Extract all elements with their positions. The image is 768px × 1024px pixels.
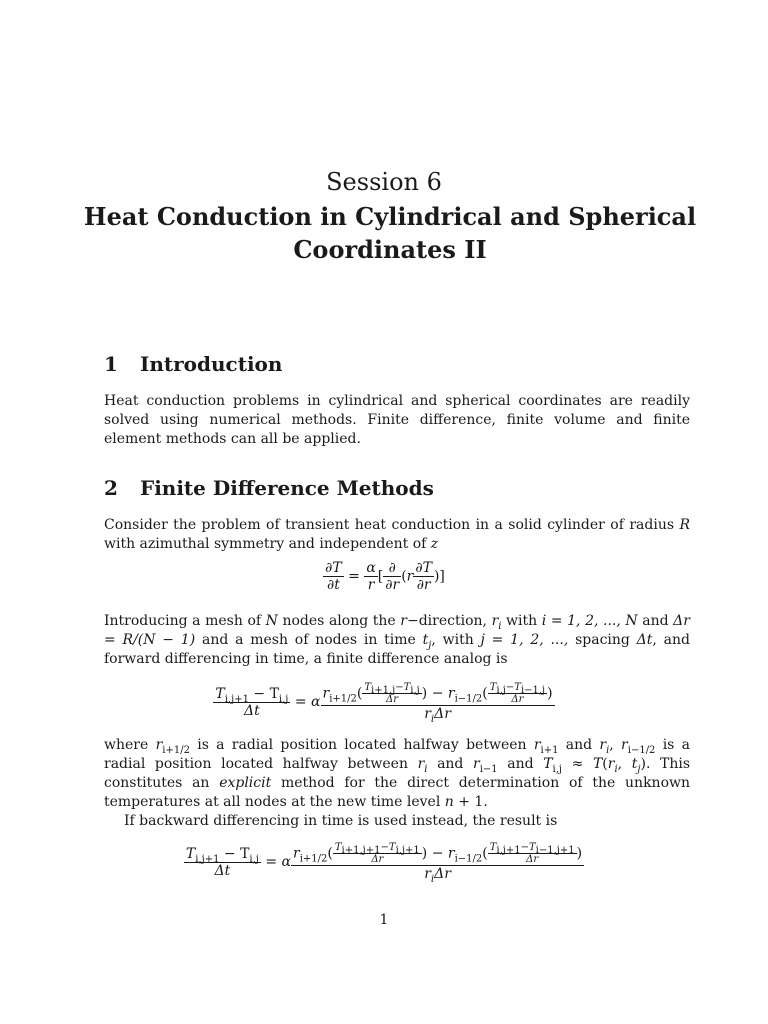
fd-intro-text: Consider the problem of transient heat conduction in a solid cylinder of radius R with azimuthal symmetry and independent of z	[104, 517, 690, 552]
where-paragraph	[104, 736, 690, 831]
section-number: 2	[104, 476, 118, 500]
mesh-paragraph	[104, 612, 690, 669]
section-heading-finite-difference	[104, 476, 434, 500]
pde-equation: $\frac{\partial T}{\partial t}$ = $\frac{\alpha}{r}$ [ $\frac{\partial}{\partial r}$ (r $\frac{\partial T}{\partial r}$ )]	[325, 560, 445, 593]
where-text: where $r_{i+1/2}$ is a radial position located halfway between $r_{i+1}$ and $r_i$, $r_{i-1/2}$ is a radial position located halfway between $r_i$ and $r_{i-1}$ and $T_{i,j} \approx T(r_i$, $t_j$). This constitutes an explicit method for the direct determination of the unknown temperatures at all nodes at the new time level n + 1.	[104, 737, 691, 810]
document-title: Heat Conduction in Cylindrical and Spherical Coordinates II	[83, 202, 697, 264]
section-heading-introduction	[104, 352, 282, 376]
introduction-paragraph	[104, 392, 690, 449]
explicit-fd-equation: $\frac{T_{i,j+1} - T_{i,j}}{\Delta t}$ = α $r_{i+1/2}$( $\frac{T_{i+1,j}-T_{i,j}}{\Delta r}$ ) − $r_{i-1/2}$( $\frac{T_{i,j}-T_{i-1,j}}{\Delta r}$ ) $r_i\Delta r$	[215, 682, 553, 725]
section-title: Introduction	[140, 352, 283, 376]
mesh-text: Introducing a mesh of N nodes along the r−direction, $r_i$ with i = 1, 2, ..., N and Δr = R/(N − 1) and a mesh of nodes in time $t_j$, with j = 1, 2, ..., spacing Δt, and forward differencing in time, a finite difference analog is	[104, 613, 690, 667]
fd-intro-paragraph	[104, 516, 690, 554]
section-number: 1	[104, 352, 118, 376]
introduction-text: Heat conduction problems in cylindrical and spherical coordinates are readily solved using numerical methods. Finite difference, finite volume and finite element methods can all be applied.	[104, 393, 690, 447]
implicit-fd-equation: $\frac{T_{i,j+1} - T_{i,j}}{\Delta t}$ = α $r_{i+1/2}$( $\frac{T_{i+1,j+1}-T_{i,j+1}}{\Delta r}$ ) − $r_{i-1/2}$( $\frac{T_{i,j+1}-T_{i-1,j+1}}{\Delta r}$ ) $r_i\Delta r$	[185, 842, 583, 885]
section-title: Finite Difference Methods	[140, 476, 434, 500]
page-number: 1	[379, 912, 389, 928]
backward-text: If backward differencing in time is used instead, the result is	[124, 813, 558, 829]
session-label: Session 6	[326, 168, 442, 196]
